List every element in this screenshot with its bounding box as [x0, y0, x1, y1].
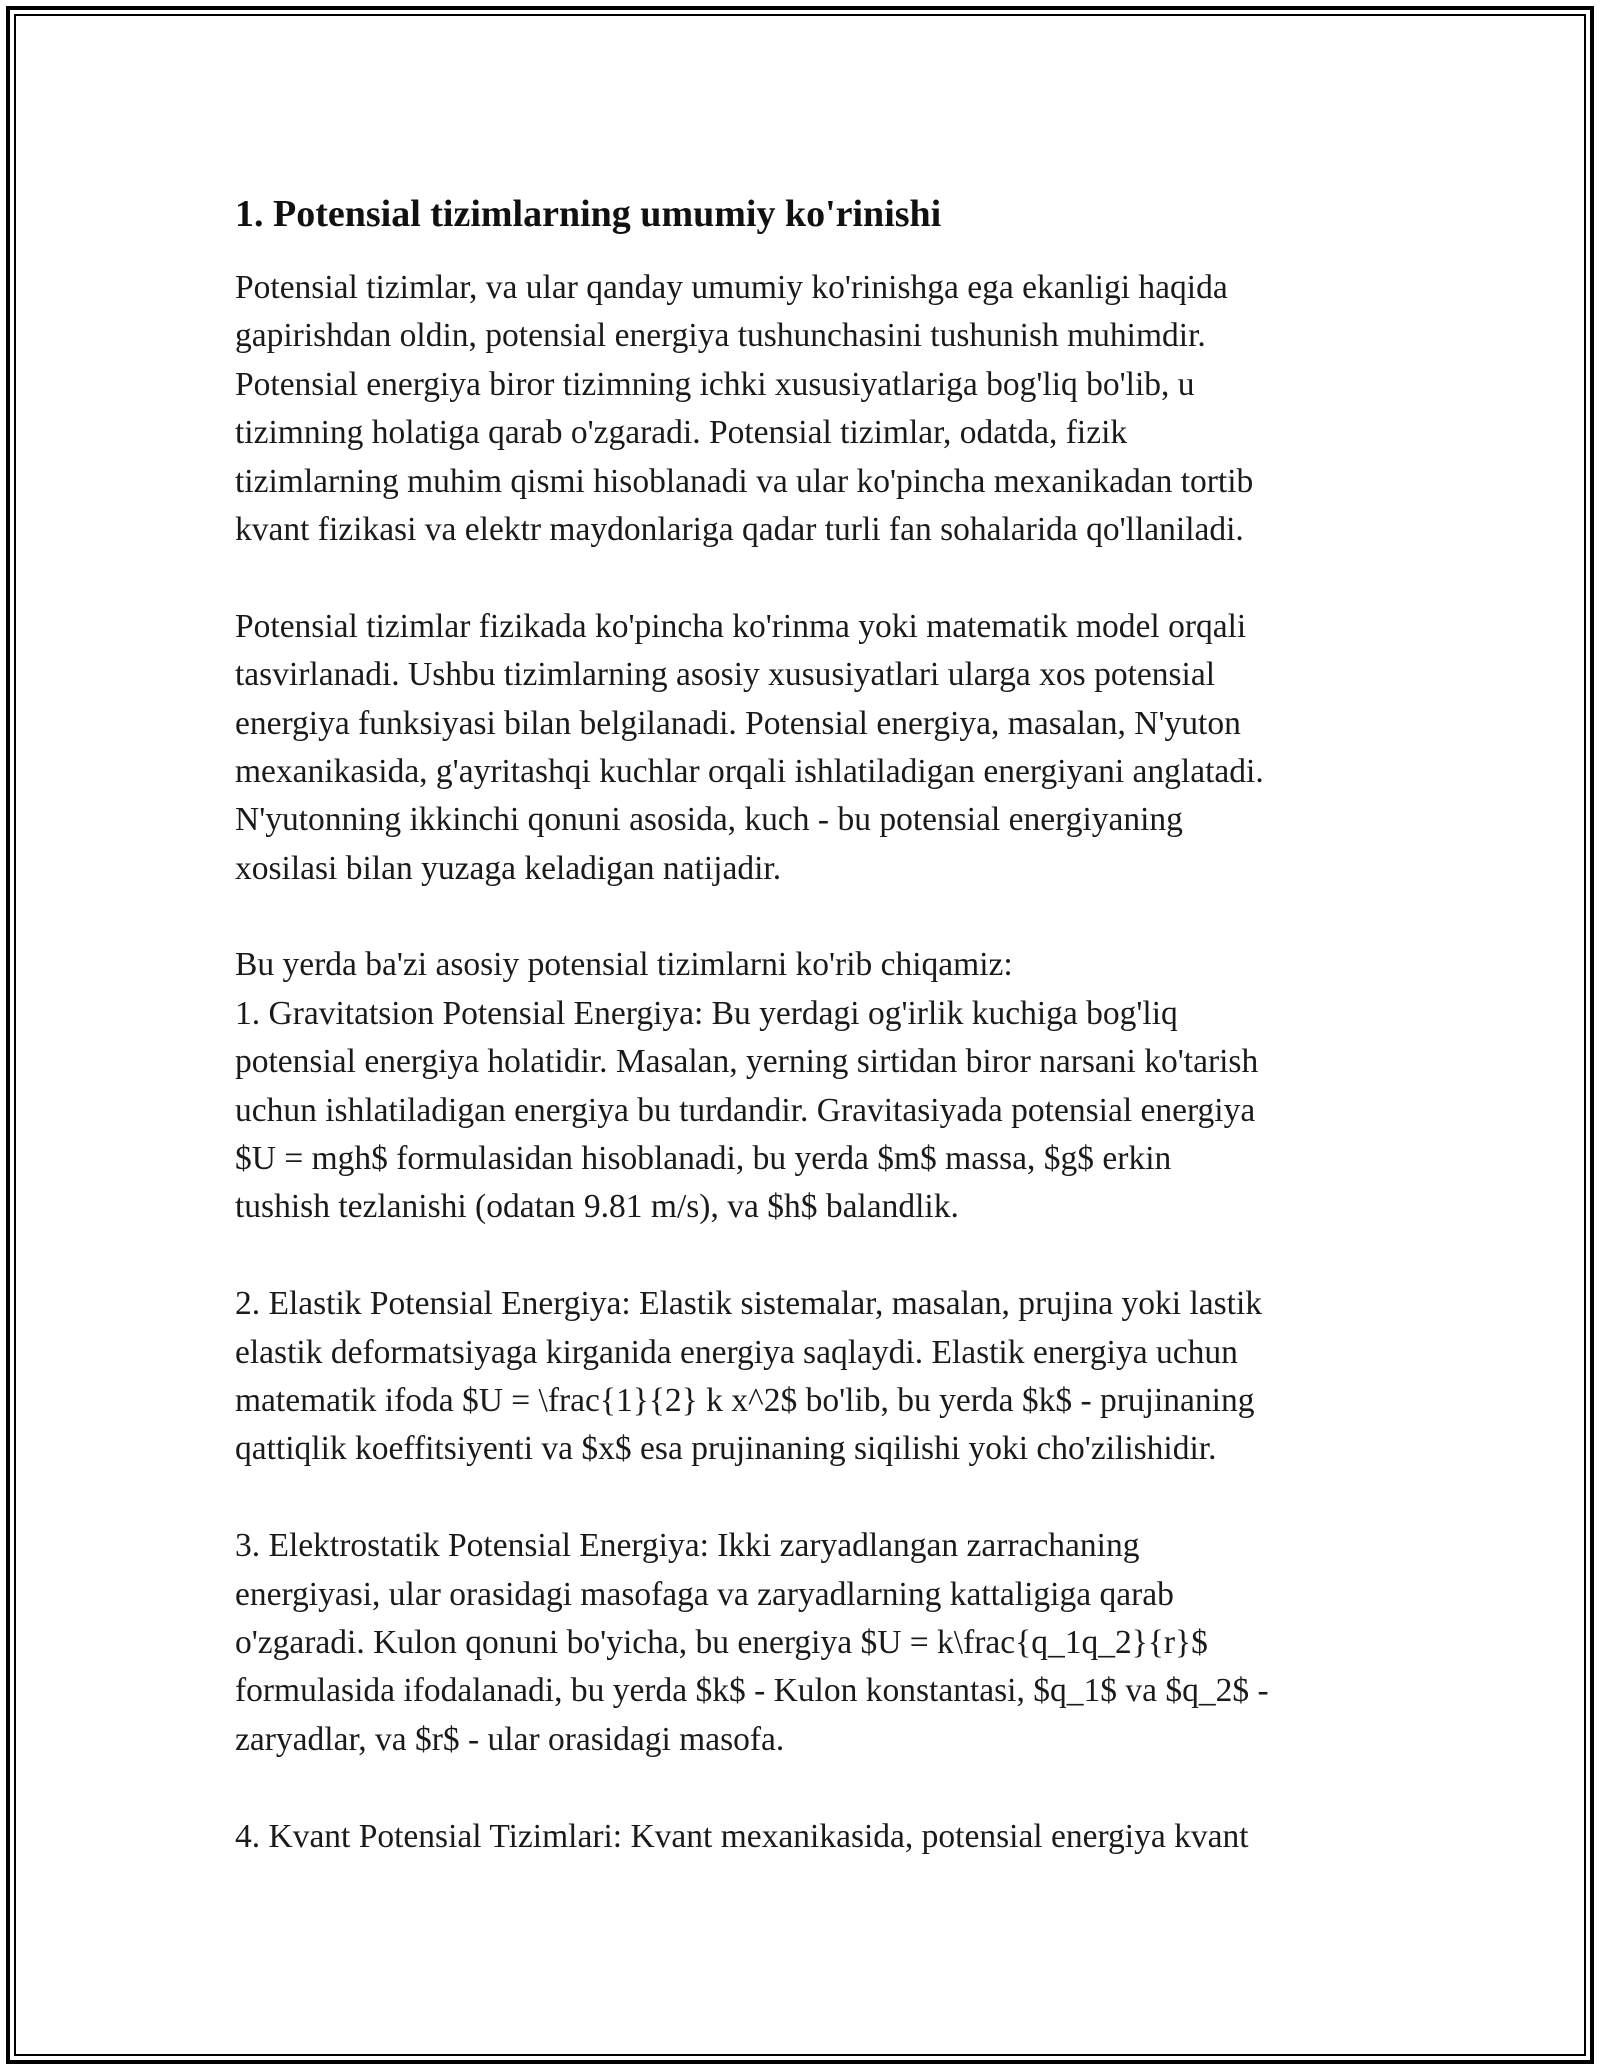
text-line: 1. Gravitatsion Potensial Energiya: Bu yerdagi og'irlik kuchiga bog'liq: [235, 994, 1178, 1032]
text-line: Potensial energiya biror tizimning ichki xususiyatlariga bog'liq bo'lib, u: [235, 365, 1195, 403]
paragraph-spacer: [235, 1764, 1365, 1812]
text-line: tizimlarning muhim qismi hisoblanadi va ular ko'pincha mexanikadan tortib: [235, 462, 1254, 500]
text-line: energiyasi, ular orasidagi masofaga va zaryadlarning kattaligiga qarab: [235, 1575, 1174, 1613]
text-line: Potensial tizimlar fizikada ko'pincha ko'rinma yoki matematik model orqali: [235, 607, 1247, 645]
document-body: [235, 186, 1365, 1861]
paragraph-gravitational: [235, 941, 1365, 1231]
text-line: tasvirlanadi. Ushbu tizimlarning asosiy xususiyatlari ularga xos potensial: [235, 656, 1216, 694]
text-line: zaryadlar, va $r$ - ular orasidagi masofa.: [235, 1720, 785, 1758]
text-line: 4. Kvant Potensial Tizimlari: Kvant mexanikasida, potensial energiya kvant: [235, 1817, 1249, 1855]
text-line: $U = mgh$ formulasidan hisoblanadi, bu yerda $m$ massa, $g$ erkin: [235, 1140, 1172, 1178]
text-line: qattiqlik koeffitsiyenti va $x$ esa prujinaning siqilishi yoki cho'zilishidir.: [235, 1430, 1217, 1468]
paragraph-electrostatic: [235, 1522, 1365, 1764]
paragraph-spacer: [235, 554, 1365, 602]
text-line: uchun ishlatiladigan energiya bu turdandir. Gravitasiyada potensial energiya: [235, 1091, 1256, 1129]
text-line: kvant fizikasi va elektr maydonlariga qadar turli fan sohalarida qo'llaniladi.: [235, 510, 1244, 548]
text-line: o'zgaradi. Kulon qonuni bo'yicha, bu energiya $U = k\frac{q_1q_2}{r}$: [235, 1623, 1208, 1661]
text-line: Bu yerda ba'zi asosiy potensial tizimlarni ko'rib chiqamiz:: [235, 946, 1013, 984]
text-line: xosilasi bilan yuzaga keladigan natijadir.: [235, 849, 782, 887]
paragraph-models: [235, 603, 1365, 893]
paragraph-spacer: [235, 1232, 1365, 1280]
section-heading: 1. Potensial tizimlarning umumiy ko'rinishi: [235, 193, 942, 235]
paragraph-elastic: [235, 1280, 1365, 1474]
text-line: formulasida ifodalanadi, bu yerda $k$ - Kulon konstantasi, $q_1$ va $q_2$ -: [235, 1672, 1269, 1710]
text-line: N'yutonning ikkinchi qonuni asosida, kuch - bu potensial energiyaning: [235, 801, 1183, 839]
text-line: potensial energiya holatidir. Masalan, yerning sirtidan biror narsani ko'tarish: [235, 1043, 1259, 1081]
paragraph-quantum: [235, 1813, 1365, 1861]
text-line: tizimning holatiga qarab o'zgaradi. Potensial tizimlar, odatda, fizik: [235, 414, 1128, 452]
paragraph-intro: [235, 264, 1365, 554]
paragraph-spacer: [235, 1474, 1365, 1522]
text-line: Potensial tizimlar, va ular qanday umumiy ko'rinishga ega ekanligi haqida: [235, 269, 1228, 306]
text-line: 3. Elektrostatik Potensial Energiya: Ikki zaryadlangan zarrachaning: [235, 1527, 1140, 1565]
paragraph-spacer: [235, 893, 1365, 941]
text-line: mexanikasida, g'ayritashqi kuchlar orqali ishlatiladigan energiyani anglatadi.: [235, 752, 1264, 790]
text-line: gapirishdan oldin, potensial energiya tushunchasini tushunish muhimdir.: [235, 317, 1206, 355]
text-line: elastik deformatsiyaga kirganida energiya saqlaydi. Elastik energiya uchun: [235, 1333, 1238, 1371]
text-line: tushish tezlanishi (odatan 9.81 m/s), va $h$ balandlik.: [235, 1188, 959, 1226]
text-line: energiya funksiyasi bilan belgilanadi. Potensial energiya, masalan, N'yuton: [235, 704, 1241, 742]
text-line: 2. Elastik Potensial Energiya: Elastik sistemalar, masalan, prujina yoki lastik: [235, 1285, 1263, 1323]
text-line: matematik ifoda $U = \frac{1}{2} k x^2$ bo'lib, bu yerda $k$ - prujinaning: [235, 1381, 1255, 1419]
